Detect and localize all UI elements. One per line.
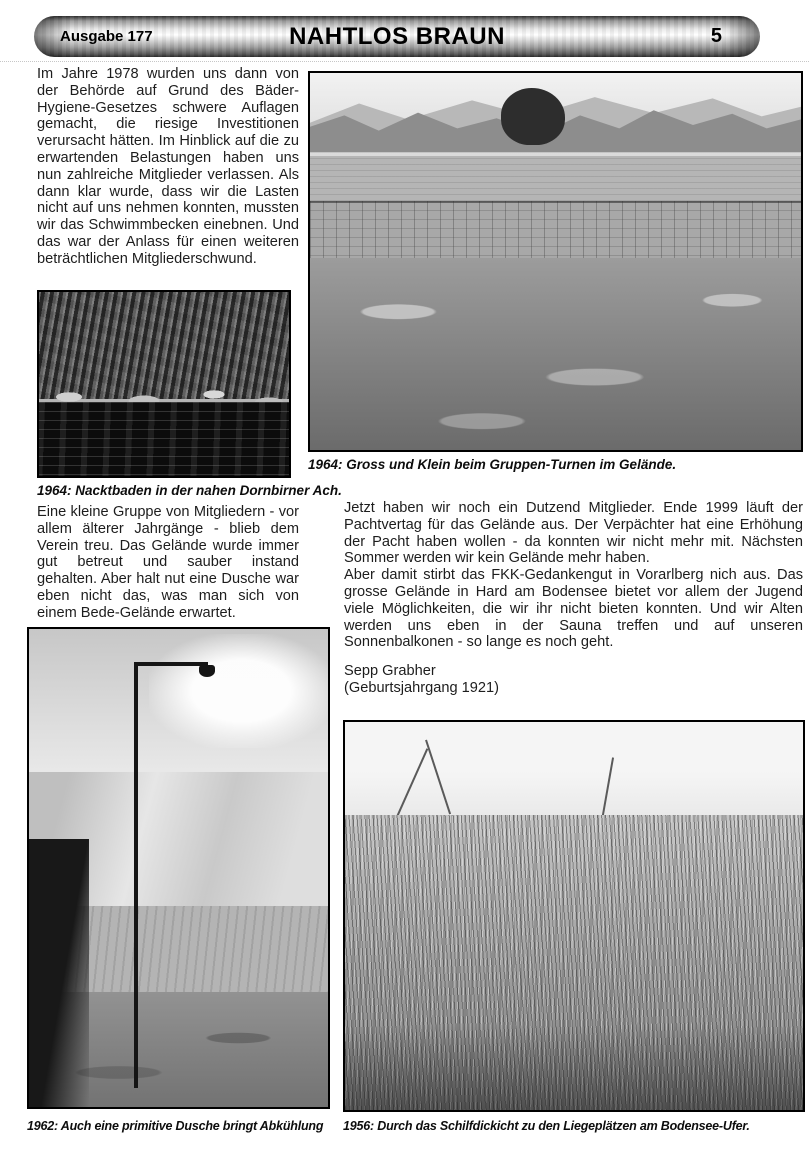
intro-paragraph-text: Im Jahre 1978 wurden uns dann von der Behörde auf Grund des Bäder-Hygiene-Gesetzes schwere Auflagen gemacht, die riesige Investitionen verursacht hätten. Im Hinblick auf die zu erwartenden Belastungen haben uns nun zahlreiche Mitglieder verlassen. Als dann klar wurde, dass wir die Lasten nicht auf uns nehmen konnten, mussten wir das Schwimmbecken einebnen. Und das war der Anlass für einen weiteren beträchtlichen Mitgliederschwund. — [37, 66, 299, 267]
shower-photo — [27, 627, 330, 1109]
newsletter-title: NAHTLOS BRAUN — [289, 22, 505, 50]
shower-photo-dark-corner-art — [29, 839, 89, 1107]
issue-label: Ausgabe 177 — [60, 28, 153, 45]
group-photo-ground-art — [310, 258, 801, 450]
reeds-photo-caption: 1956: Durch das Schilfdickicht zu den Liegeplätzen am Bodensee-Ufer. — [343, 1119, 750, 1133]
river-photo-water-art — [39, 402, 289, 476]
group-gymnastics-photo — [308, 71, 803, 452]
small-group-paragraph-text: Eine kleine Gruppe von Mitgliedern - vor allem älterer Jahrgänge - blieb dem Verein treu. Das Gelände wurde immer gut betreut und sauber instand gehalten. Aber halt nut eine Dusche war eben nicht das, was man sich von einem Bede-Gelände erwartet. — [37, 504, 299, 621]
small-group-paragraph — [37, 504, 299, 622]
group-photo-field-art — [310, 152, 801, 201]
shower-pipe-art — [134, 662, 138, 1087]
group-photo-caption: 1964: Gross und Klein beim Gruppen-Turnen im Gelände. — [308, 457, 677, 472]
reed-thicket-photo — [343, 720, 805, 1112]
members-paragraph-future: Aber damit stirbt das FKK-Gedankengut in Vorarlberg nich aus. Das grosse Gelände in Hard am Bodensee bietet vor allem der Jugend viele Möglichkeiten, die wir ihr nicht bieten konnten. Und wir Alten werden uns eben in der Sauna treffen und auf unseren Sonnenbalkonen - so lange es noch geht. — [344, 567, 803, 651]
page-number: 5 — [710, 25, 722, 47]
members-paragraph-lease: Jetzt haben wir noch ein Dutzend Mitglieder. Ende 1999 läuft der Pachtvertag für das Gelände aus. Der Verpächter hat eine Erhöhung der Pacht haben wollen - da konnten wir nicht mehr mit. Nächsten Sommer werden wir kein Gelände mehr haben. — [344, 500, 803, 567]
intro-paragraph — [37, 66, 299, 268]
river-photo-foliage-art — [39, 292, 289, 399]
reeds-photo-shadow-art — [345, 1025, 803, 1110]
river-bathing-photo — [37, 290, 291, 478]
shower-pipe-arm-art — [134, 662, 209, 666]
header-divider — [0, 61, 809, 62]
signature-name: Sepp Grabher — [344, 663, 436, 679]
river-photo-caption: 1964: Nacktbaden in der nahen Dornbirner Ach. — [37, 483, 342, 498]
shower-photo-caption: 1962: Auch eine primitive Dusche bringt Abkühlung — [27, 1119, 324, 1133]
page-header-banner — [34, 16, 760, 57]
group-photo-volleyball-net-art — [310, 201, 801, 258]
shower-photo-cloud-art — [149, 634, 330, 749]
members-paragraphs — [344, 500, 803, 651]
signature-block — [344, 663, 499, 697]
group-photo-tree-art — [501, 88, 565, 145]
signature-birth-year: (Geburtsjahrgang 1921) — [344, 680, 499, 696]
